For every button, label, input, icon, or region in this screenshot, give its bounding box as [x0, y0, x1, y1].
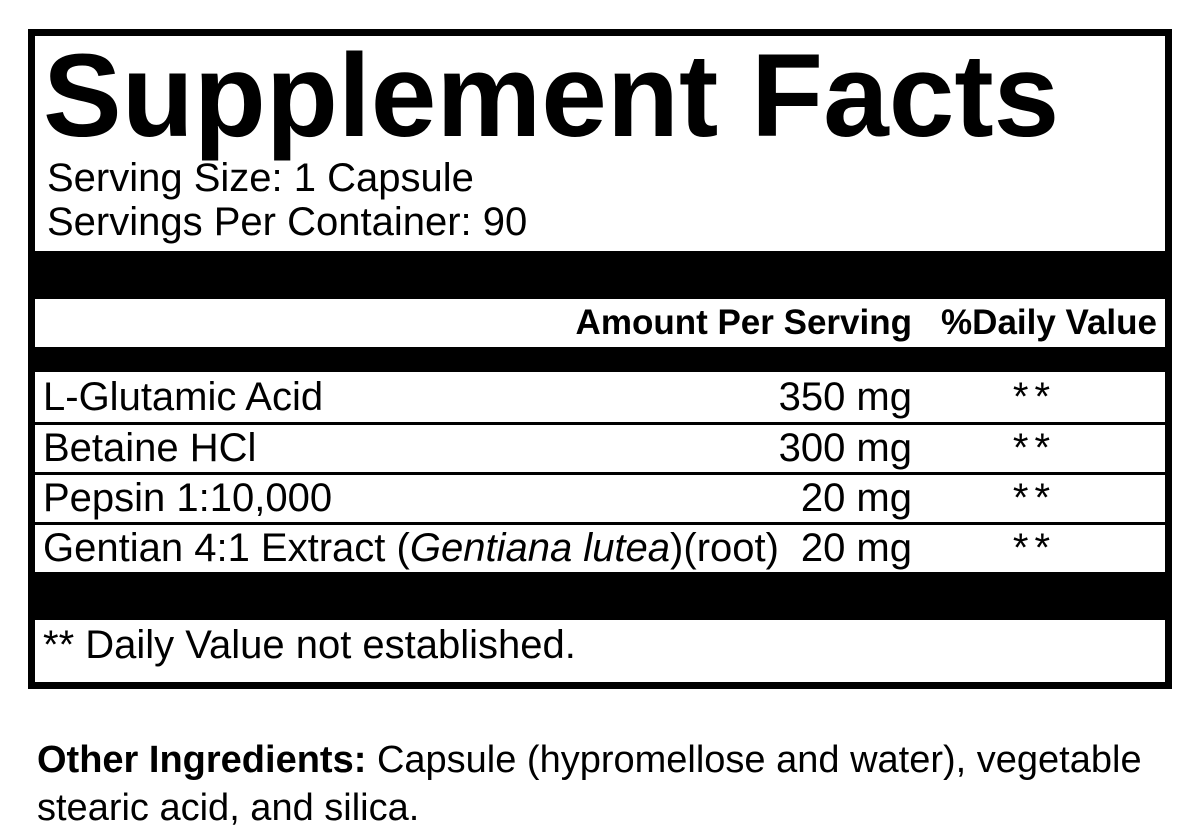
supplement-facts-panel: [28, 29, 1172, 689]
ingredient-name: Gentian 4:1 Extract (Gentiana lutea)(root): [43, 526, 779, 570]
serving-size-line: Serving Size: 1 Capsule: [47, 156, 474, 200]
ingredient-row: [35, 472, 1165, 522]
ingredient-daily-value: **: [1012, 426, 1057, 470]
ingredient-name: Betaine HCl: [43, 426, 257, 470]
ingredient-amount: 350 mg: [778, 374, 912, 419]
ingredient-name: L-Glutamic Acid: [43, 374, 324, 419]
ingredient-amount: 20 mg: [800, 476, 912, 520]
ingredient-amount: 300 mg: [778, 426, 912, 470]
amount-per-serving-header: Amount Per Serving: [575, 303, 912, 342]
ingredient-name: Pepsin 1:10,000: [43, 476, 333, 520]
thick-divider-bar-middle: [35, 347, 1165, 372]
other-ingredients: [37, 736, 1162, 832]
panel-title: Supplement Facts: [43, 30, 1060, 162]
ingredient-daily-value: **: [1012, 526, 1057, 570]
other-ingredients-label: Other Ingredients:: [37, 739, 367, 781]
ingredient-amount: 20 mg: [800, 526, 912, 570]
ingredient-daily-value: **: [1012, 374, 1057, 419]
daily-value-header: %Daily Value: [941, 303, 1157, 342]
ingredient-row: [35, 372, 1165, 422]
column-header-row: [35, 299, 1165, 347]
daily-value-footnote: ** Daily Value not established.: [43, 622, 576, 667]
servings-per-container-line: Servings Per Container: 90: [47, 200, 528, 244]
thick-divider-bar-top: [35, 251, 1165, 299]
ingredient-row: [35, 522, 1165, 572]
ingredient-row: [35, 422, 1165, 472]
botanical-name-italic: Gentiana lutea: [409, 526, 671, 570]
ingredient-daily-value: **: [1012, 476, 1057, 520]
other-ingredients-text: Capsule (hypromellose and water), vegetable stearic acid, and silica.: [37, 739, 1142, 829]
thick-divider-bar-bottom: [35, 572, 1165, 620]
